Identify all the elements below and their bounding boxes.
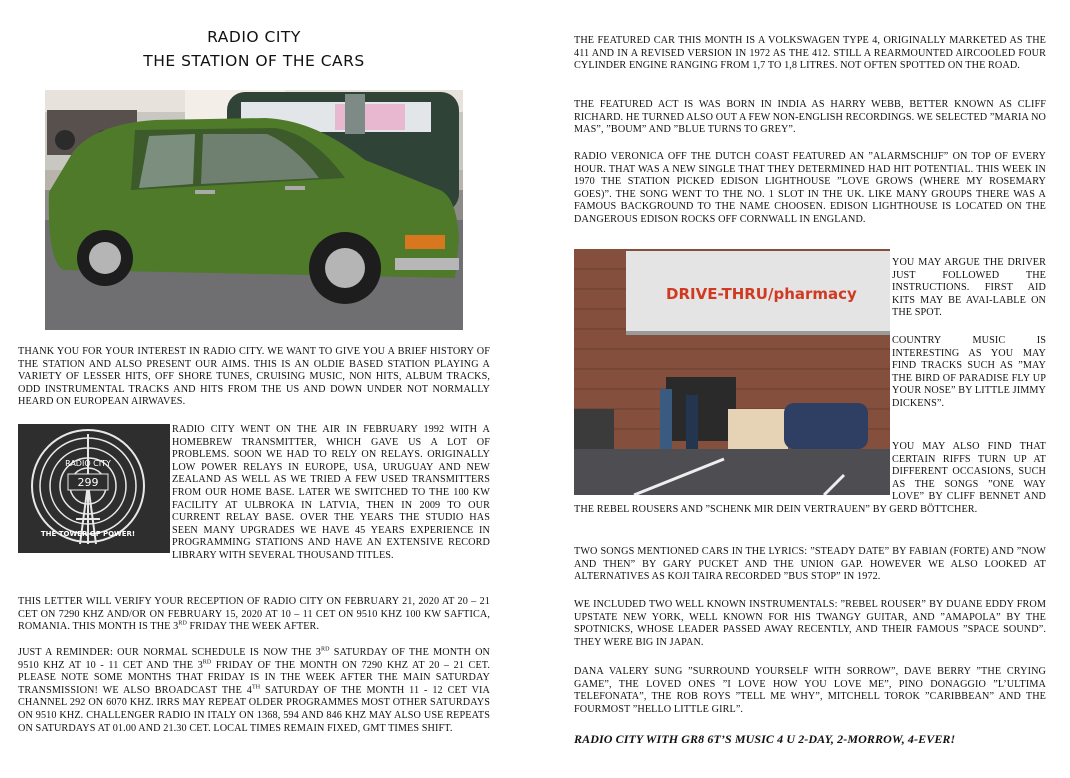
verify-end: FRIDAY THE WEEK AFTER. bbox=[186, 621, 320, 633]
country-paragraph: COUNTRY MUSIC IS INTERESTING AS YOU MAY FIND TRACKS SUCH AS ”MAY THE BIRD OF PARADISE FLY UP YOUR NOSE” BY LITTLE JIMMY DICKENS”. bbox=[892, 335, 1046, 409]
reminder-d: SATURDAY OF THE MONTH 11 - 12 CET VIA CHANNEL 292 ON 6070 KHZ. IRRS MAY REPEAT OLDER PROGRAMMES MOST OTHER SATURDAYS ON 9510 KHZ. CHALLENGER RADIO IN ITALY ON 1368, 594 AND 846 KHZ MAY ALSO USE REPEATS ON SATURDAYS AT 01.00 AND 21.30 CET. LOCAL TIMES REMAIN FIXED, GMT TIMES SHIFT. bbox=[18, 684, 490, 734]
featured-act-paragraph: THE FEATURED ACT IS WAS BORN IN INDIA AS HARRY WEBB, BETTER KNOWN AS CLIFF RICHARD. HE TURNED ALSO OUT A FEW NON-ENGLISH RECORDINGS. WE SELECTED ”MARIA NO MAS”, ”BOUM” AND ”BLUE TURNS TO GREY”. bbox=[574, 99, 1046, 136]
reminder-sup1: RD bbox=[321, 646, 330, 653]
driver-paragraph: YOU MAY ARGUE THE DRIVER JUST FOLLOWED THE INSTRUCTIONS. FIRST AID KITS MAY BE AVAI-LABLE ON THE SPOT. bbox=[892, 257, 1046, 319]
veronica-paragraph: RADIO VERONICA OFF THE DUTCH COAST FEATURED AN ”ALARMSCHIJF” ON TOP OF EVERY HOUR. THAT WAS A NEW SINGLE THAT THEY DETERMINED HAD HIT POTENTIAL. THIS WEEK IN 1970 THE STATION PICKED EDISON LIGHTHOUSE ”LOVE GROWS (WHERE MY ROSEMARY GOES)”. THE SONG WENT TO THE NO. 1 SLOT IN THE UK. LIKE MANY GROUPS THERE WAS A FAMOUS BACKGROUND TO THE NAME CHOOSEN. EDISON LIGHTHOUSE IS LOCATED ON THE DANGEROUS EDISON ROCKS OFF CORNWALL IN ENGLAND. bbox=[574, 151, 1046, 225]
logo-float-spacer bbox=[18, 424, 172, 554]
history-text: RADIO CITY WENT ON THE AIR IN FEBRUARY 1992 WITH A HOMEBREW TRANSMITTER, WHICH GAVE US A LOT OF PROBLEMS. SOON WE HAD TO RELY ON RELAYS. ORIGINALLY LOW POWER RELAYS IN EUROPE, USA, URUGUAY AND NEW ZEALAND AS WELL AS WE TRIED A FEW USED TRANSMITTERS FROM OUR HOME BASE. LATER WE SWITCHED TO THE 100 KW FACILITY AT ULBROKA IN LATVIA, THEN IN 2009 TO OUR CURRENT RELAY BASE. OVER THE YEARS THE STUDIO HAS SEEN MANY UPGRADES WE HAVE 45 YEARS EXPERIENCE IN PROGRAMMING STATIONS AND HAVE AN EXTENSIVE RECORD LIBRARY WITH SEVERAL THOUSAND TITLES. bbox=[172, 424, 490, 561]
photo-float-spacer bbox=[574, 441, 892, 497]
verify-sup: RD bbox=[178, 620, 187, 627]
riffs-paragraph bbox=[574, 441, 1046, 517]
logo-number: 299 bbox=[77, 476, 99, 489]
reminder-sup2: RD bbox=[202, 659, 212, 666]
verification-paragraph bbox=[18, 596, 490, 634]
history-paragraph bbox=[18, 424, 490, 563]
drive-thru-sign: DRIVE-THRU/pharmacy bbox=[666, 285, 857, 303]
logo-arc-bottom: THE TOWER OF POWER! bbox=[40, 530, 136, 538]
dana-paragraph: DANA VALERY SUNG ”SURROUND YOURSELF WITH SORROW”, DAVE BERRY ”THE CRYING GAME”, THE LOVED ONES ”I LOVE HOW YOU LOVE ME”, PINO DONAGGIO ”L’ULTIMA TELEFONATA”, THE ROB ROYS ”TELL ME WHY”, MITCHELL TOROK ”CARIBBEAN” AND THE FOURMOST ”HELLO LITTLE GIRL”. bbox=[574, 666, 1046, 715]
featured-car-paragraph: THE FEATURED CAR THIS MONTH IS A VOLKSWAGEN TYPE 4, ORIGINALLY MARKETED AS THE 411 AND IN A REVISED VERSION IN 1972 AS THE 412. STILL A REARMOUNTED AIRCOOLED FOUR CYLINDER ENGINE RANGING FROM 1,7 TO 1,8 LITRES. NOT OFTEN SPOTTED ON THE ROAD. bbox=[574, 35, 1046, 72]
car-songs-paragraph: TWO SONGS MENTIONED CARS IN THE LYRICS: ”STEADY DATE” BY FABIAN (FORTE) AND ”NOW AND THEN” BY GARY PUCKET AND THE UNION GAP. HOWEVER WE ALSO LOOKED AT ALTERNATIVES AS KOJI TAIRA RECORDED ”BUS STOP” IN 1972. bbox=[574, 546, 1046, 583]
logo-arc-top: RADIO CITY bbox=[65, 459, 111, 468]
instrumentals-paragraph: WE INCLUDED TWO WELL KNOWN INSTRUMENTALS: ”REBEL ROUSER” BY DUANE EDDY FROM UPSTATE NEW YORK, WELL KNOWN FOR HIS TWANGY GUITAR, AND ”AMAPOLA” BY THE SPOTNICKS, WHOSE LEADER PASSED AWAY RECENTLY, AND THEIR FAMOUS ”SPACE SOUND”. THEY WERE BIG IN JAPAN. bbox=[574, 599, 1046, 648]
vw-type4-photo bbox=[45, 90, 463, 330]
reminder-b: SATURDAY OF THE MONTH ON 9510 KHZ AT 10 - 11 CET AND THE 3 bbox=[18, 647, 491, 671]
reminder-paragraph bbox=[18, 647, 490, 735]
closing-slogan: RADIO CITY WITH GR8 6T’S MUSIC 4 U 2-DAY, 2-MORROW, 4-EVER! bbox=[574, 732, 956, 746]
riffs-text: YOU MAY ALSO FIND THAT CERTAIN RIFFS TURN UP AT DIFFERENT OCCASIONS, SUCH AS THE SONGS ”ONE WAY LOVE” BY CLIFF BENNET AND THE REBEL ROUSERS AND ”SCHENK MIR DEIN VERTRAUEN” BY GERD BÖTTCHER. bbox=[574, 441, 1046, 515]
reminder-a: JUST A REMINDER: OUR NORMAL SCHEDULE IS NOW THE 3 bbox=[18, 647, 321, 658]
reminder-c: FRIDAY OF THE MONTH ON 7290 KHZ AT 20 – 21 CET. PLEASE NOTE SOME MONTHS THAT FRIDAY IS IN THE WEEK AFTER THE MAIN SATURDAY TRANSMISSION! WE ALSO BROADCAST THE 4 bbox=[18, 659, 490, 696]
page-title-line2: THE STATION OF THE CARS bbox=[143, 52, 365, 70]
reminder-sup3: TH bbox=[251, 684, 261, 691]
verify-text: THIS LETTER WILL VERIFY YOUR RECEPTION OF RADIO CITY ON FEBRUARY 21, 2020 AT 20 – 21 CET ON 7290 KHZ AND/OR ON FEBRUARY 15, 2020 AT 10 – 11 CET ON 9510 KHZ 100 KW SAFTICA, ROMANIA. THIS MONTH IS THE 3 bbox=[18, 596, 490, 633]
intro-paragraph: THANK YOU FOR YOUR INTEREST IN RADIO CITY. WE WANT TO GIVE YOU A BRIEF HISTORY OF THE STATION AND ALSO PRESENT OUR AIMS. THIS IS AN OLDIE BASED STATION PLAYING A VARIETY OF LESSER HITS, OFF SHORE TUNES, CRUISING MUSIC, NON HITS, ALBUM TRACKS, ODD INSTRUMENTAL TRACKS AND HITS FROM THE US AND DOWN UNDER NOT NORMALLY HEARD ON EUROPEAN AIRWAVES. bbox=[18, 346, 490, 408]
page-title-line1: RADIO CITY bbox=[207, 28, 301, 46]
